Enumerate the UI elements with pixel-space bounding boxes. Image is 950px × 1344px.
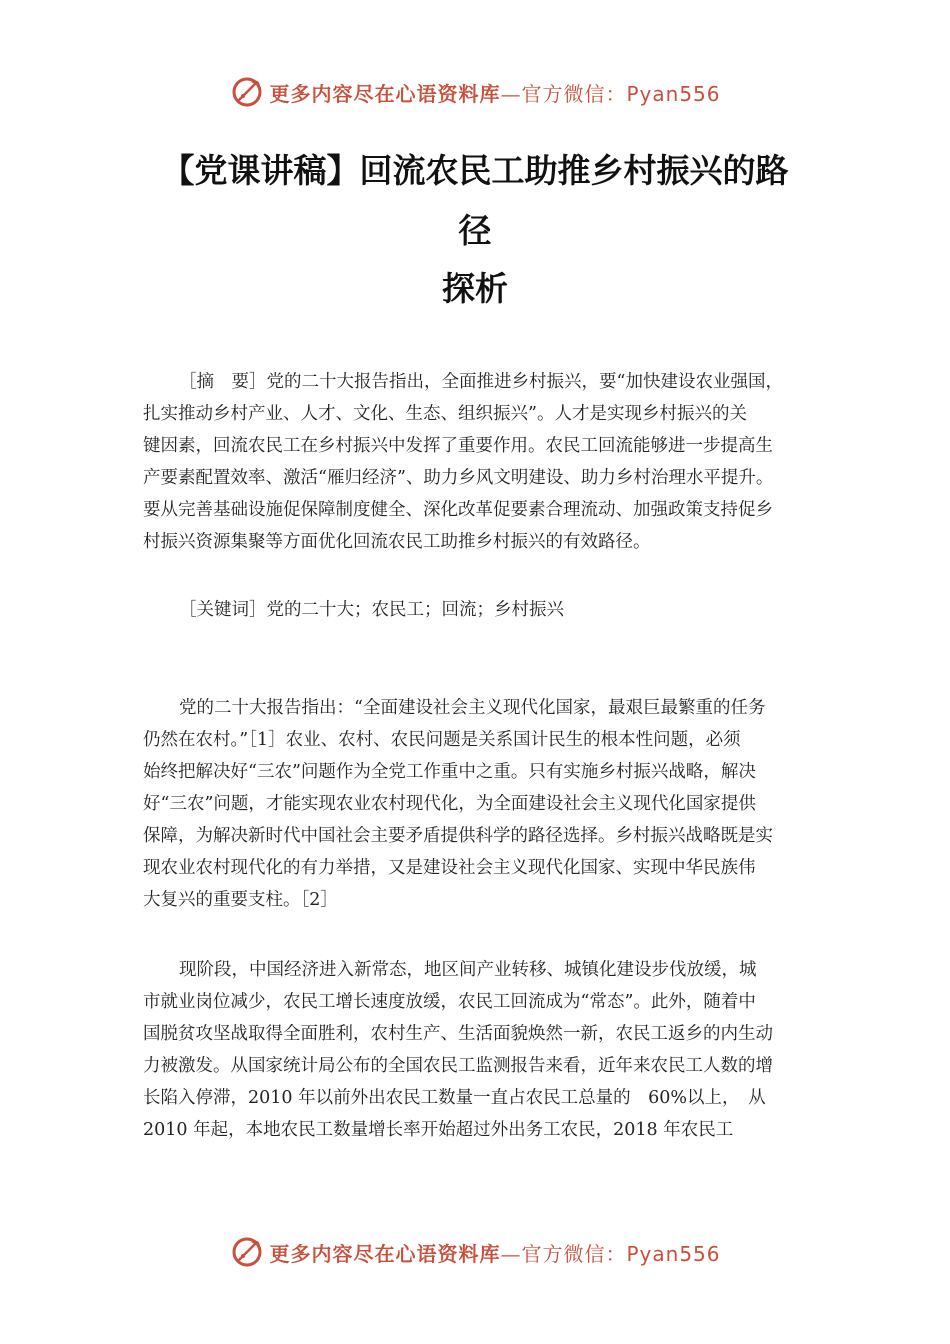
abstract-line: 扎实推动乡村产业、人才、文化、生态、组织振兴”。人才是实现乡村振兴的关 [143, 404, 747, 424]
body-line: 现阶段，中国经济进入新常态，地区间产业转移、城镇化建设步伐放缓，城 [179, 960, 757, 980]
banner-wechat-label: 官方微信： [521, 1241, 627, 1266]
body-paragraph-1 [143, 692, 813, 916]
keywords-paragraph [143, 594, 813, 626]
banner-wechat-id: Pyan556 [626, 1241, 721, 1266]
document-title-line-2: 径 [458, 211, 492, 250]
body-line: 大复兴的重要支柱。［2］ [143, 890, 338, 910]
banner-separator: — [500, 1241, 522, 1266]
abstract-line: 产要素配置效率、激活“雁归经济”、助力乡风文明建设、助力乡村治理水平提升。 [143, 468, 774, 488]
abstract-paragraph [143, 366, 813, 558]
header-watermark-banner [0, 72, 950, 112]
abstract-line: 要从完善基础设施促保障制度健全、深化改革促要素合理流动、加强政策支持促乡 [143, 500, 773, 520]
body-line: 党的二十大报告指出：“全面建设社会主义现代化国家，最艰巨最繁重的任务 [179, 698, 766, 718]
banner-main-text: 更多内容尽在心语资料库 [269, 1241, 501, 1266]
body-line: 好“三农”问题，才能实现农业农村现代化，为全面建设社会主义现代化国家提供 [143, 794, 756, 814]
quill-logo-icon [229, 74, 265, 110]
abstract-line: ［摘 要］党的二十大报告指出，全面推进乡村振兴，要“加快建设农业强国， [179, 372, 783, 392]
footer-watermark-banner [0, 1232, 950, 1272]
body-line: 2010 年起，本地农民工数量增长率开始超过外出务工农民，2018 年农民工 [143, 1120, 734, 1140]
body-line: 仍然在农村。”［1］农业、农村、农民问题是关系国计民生的根本性问题，必须 [143, 730, 741, 750]
banner-wechat-id: Pyan556 [626, 81, 721, 106]
body-line: 现农业农村现代化的有力举措，又是建设社会主义现代化国家、实现中华民族伟 [143, 858, 756, 878]
document-title-line-3: 探析 [442, 269, 508, 308]
banner-text [269, 1238, 720, 1267]
body-line: 保障，为解决新时代中国社会主要矛盾提供科学的路径选择。乡村振兴战略既是实 [143, 826, 773, 846]
keywords-line: ［关键词］党的二十大；农民工；回流；乡村振兴 [179, 600, 564, 620]
quill-logo-icon [229, 1234, 265, 1270]
abstract-line: 键因素，回流农民工在乡村振兴中发挥了重要作用。农民工回流能够进一步提高生 [143, 436, 773, 456]
banner-text [269, 78, 720, 107]
body-line: 长陷入停滞，2010 年以前外出农民工数量一直占农民工总量的 60%以上， 从 [143, 1088, 766, 1108]
document-title-line-1: 【党课讲稿】回流农民工助推乡村振兴的路 [161, 151, 789, 190]
abstract-line: 村振兴资源集聚等方面优化回流农民工助推乡村振兴的有效路径。 [143, 532, 651, 552]
banner-wechat-label: 官方微信： [521, 81, 627, 106]
body-line: 国脱贫攻坚战取得全面胜利，农村生产、生活面貌焕然一新，农民工返乡的内生动 [143, 1024, 773, 1044]
body-line: 力被激发。从国家统计局公布的全国农民工监测报告来看，近年来农民工人数的增 [143, 1056, 773, 1076]
body-line: 始终把解决好“三农”问题作为全党工作重中之重。只有实施乡村振兴战略，解决 [143, 762, 756, 782]
banner-separator: — [500, 81, 522, 106]
body-paragraph-2 [143, 954, 813, 1146]
banner-main-text: 更多内容尽在心语资料库 [269, 81, 501, 106]
body-line: 市就业岗位减少，农民工增长速度放缓，农民工回流成为“常态”。此外，随着中 [143, 992, 756, 1012]
